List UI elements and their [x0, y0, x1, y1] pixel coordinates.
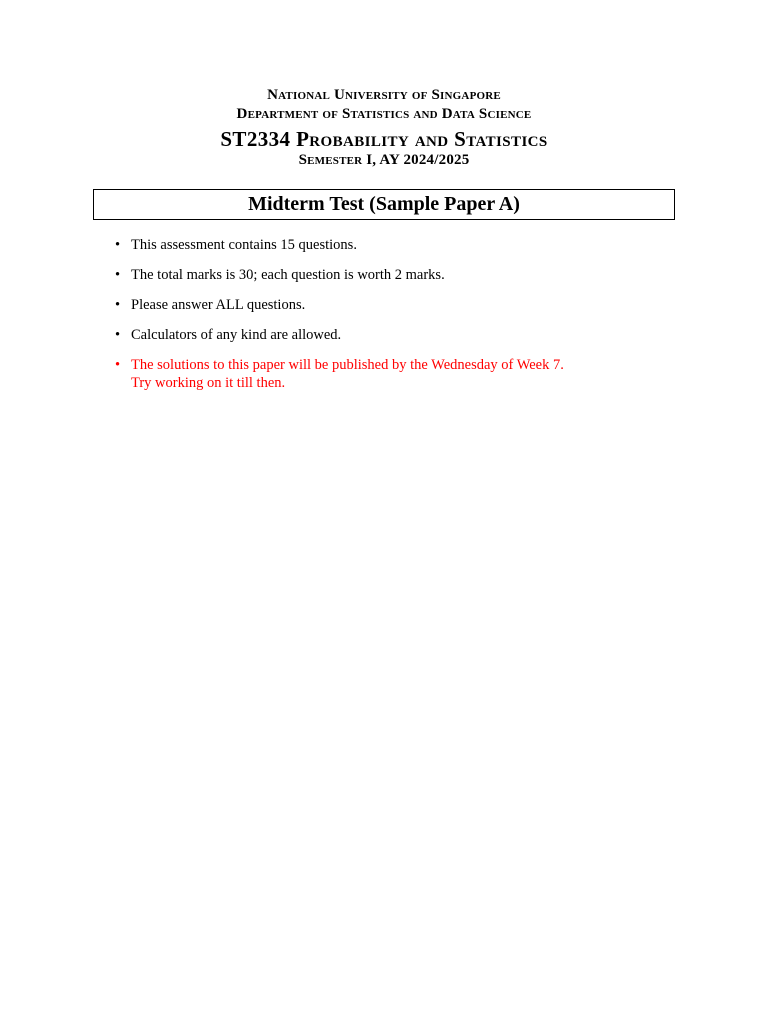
instruction-item — [115, 326, 735, 344]
bullet-icon: • — [115, 327, 121, 343]
notice-line-1: The solutions to this paper will be published by the Wednesday of Week 7. — [131, 357, 564, 373]
bullet-icon: • — [115, 357, 121, 373]
instructions-list — [115, 236, 735, 404]
semester-label: Semester I, AY 2024/2025 — [298, 152, 470, 168]
instruction-text: Calculators of any kind are allowed. — [131, 327, 342, 343]
notice-line-2: Try working on it till then. — [131, 375, 286, 391]
instruction-text: The total marks is 30; each question is worth 2 marks. — [131, 267, 445, 283]
instruction-item — [115, 236, 735, 254]
bullet-icon: • — [115, 267, 121, 283]
test-title-box — [93, 189, 675, 220]
solutions-notice — [115, 356, 735, 392]
instruction-item — [115, 266, 735, 284]
bullet-icon: • — [115, 297, 121, 313]
university-name: National University of Singapore — [267, 87, 501, 103]
department-name: Department of Statistics and Data Science — [236, 106, 532, 122]
document-header — [0, 86, 768, 169]
instruction-text: This assessment contains 15 questions. — [131, 237, 357, 253]
course-title: ST2334 Probability and Statistics — [220, 127, 548, 151]
bullet-icon: • — [115, 237, 121, 253]
test-title: Midterm Test (Sample Paper A) — [248, 193, 520, 215]
instruction-item — [115, 296, 735, 314]
instruction-text: Please answer ALL questions. — [131, 297, 306, 313]
